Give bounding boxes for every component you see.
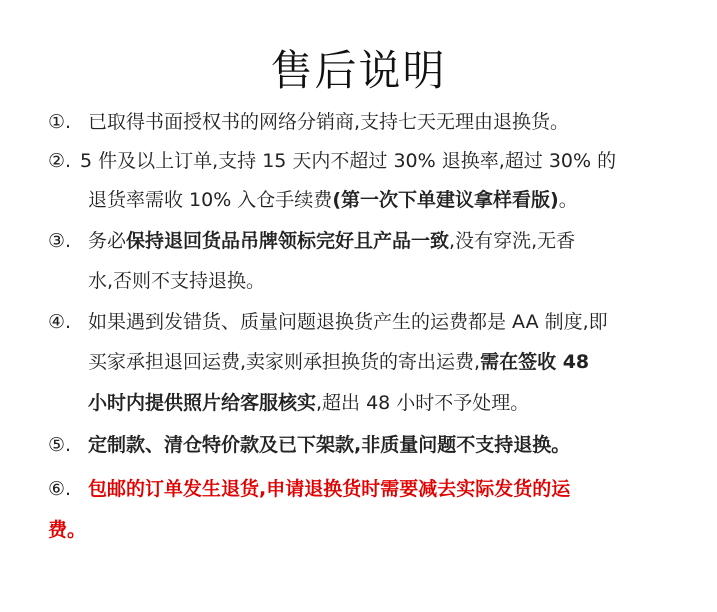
text-segment: 。 bbox=[558, 189, 578, 211]
item-6-number: ⑥. bbox=[48, 478, 72, 500]
text-segment: 务必 bbox=[88, 230, 127, 252]
item-3-line-2 bbox=[88, 268, 265, 294]
item-5-number: ⑤. bbox=[48, 434, 72, 456]
item-4-line-1 bbox=[88, 309, 608, 335]
item-3-line-1 bbox=[88, 228, 575, 254]
text-segment: 5 件及以上订单,支持 15 天内不超过 30% 退换率,超过 30% 的 bbox=[80, 150, 617, 172]
item-2-line-2 bbox=[88, 187, 578, 213]
text-segment: ,超出 48 小时不予处理。 bbox=[316, 392, 530, 414]
bold-segment: (第一次下单建议拿样看版) bbox=[332, 189, 559, 211]
text-segment: 水,否则不支持退换。 bbox=[88, 270, 266, 292]
item-2-line-1 bbox=[80, 148, 616, 174]
item-3-number: ③. bbox=[48, 230, 72, 252]
item-2-number: ②. bbox=[48, 150, 72, 172]
item-6-line-2 bbox=[48, 517, 86, 543]
item-4-line-2 bbox=[88, 349, 589, 375]
item-4-line-3 bbox=[88, 390, 529, 416]
text-segment: 如果遇到发错货、质量问题退换货产生的运费都是 AA 制度,即 bbox=[88, 311, 608, 333]
item-4-number: ④. bbox=[48, 311, 72, 333]
bold-segment: 定制款、清仓特价款及已下架款,非质量问题不支持退换。 bbox=[88, 434, 571, 456]
text-segment: 退货率需收 10% 入仓手续费 bbox=[88, 189, 333, 211]
text-segment: 买家承担退回运费,卖家则承担换货的寄出运费, bbox=[88, 351, 481, 373]
red-bold-segment: 费。 bbox=[48, 519, 87, 541]
item-5-line-1 bbox=[88, 432, 570, 458]
bold-segment: 保持退回货品吊牌领标完好且产品一致 bbox=[126, 230, 450, 252]
text-segment: ,没有穿洗,无香 bbox=[449, 230, 576, 252]
text-segment: 已取得书面授权书的网络分销商,支持七天无理由退换货。 bbox=[88, 111, 570, 133]
bold-segment: 需在签收 48 bbox=[480, 351, 590, 373]
bold-segment: 小时内提供照片给客服核实 bbox=[88, 392, 317, 414]
item-6-line-1 bbox=[88, 476, 570, 502]
item-1-number: ①. bbox=[48, 111, 72, 133]
item-1-line-1 bbox=[88, 109, 569, 135]
page-title: 售后说明 bbox=[270, 46, 447, 95]
red-bold-segment: 包邮的订单发生退货,申请退换货时需要减去实际发货的运 bbox=[88, 478, 571, 500]
